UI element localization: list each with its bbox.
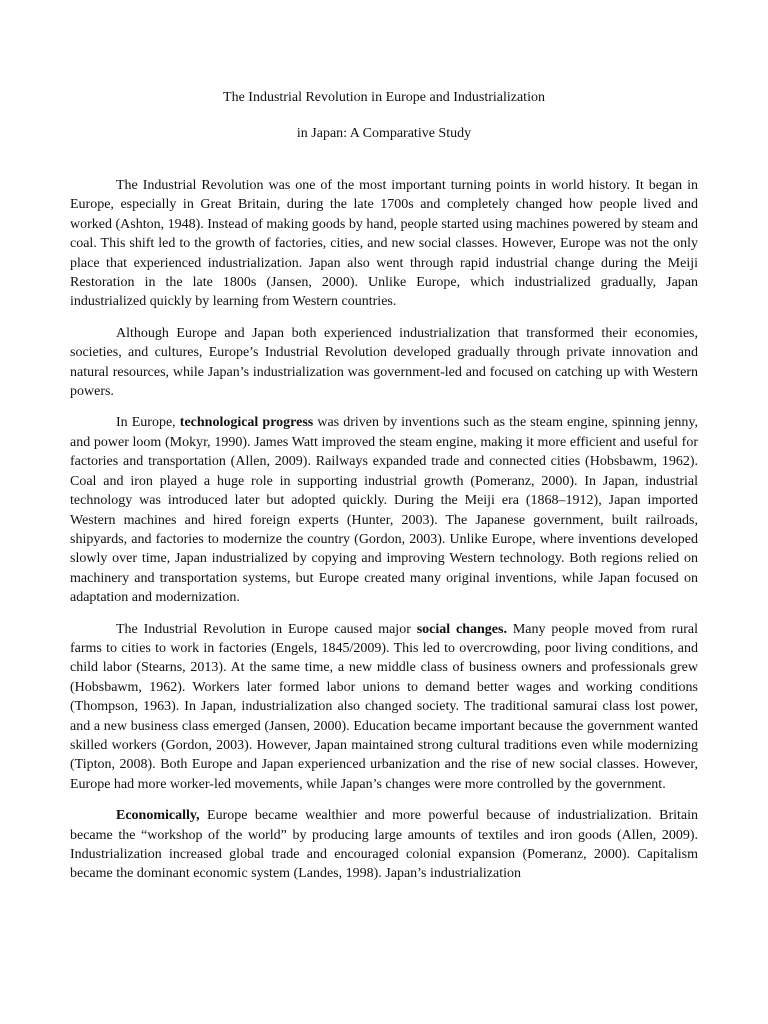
title-line-2: in Japan: A Comparative Study — [296, 126, 472, 141]
paragraph-economic — [70, 806, 698, 884]
paragraph-lead-in: The Industrial Revolution in Europe caused major — [116, 621, 417, 637]
paragraph-text: was driven by inventions such as the steam engine, spinning jenny, and power loom (Mokyr, 1990). James Watt improved the steam engine, making it more efficient and useful for factories and transportation (Allen, 2009). Railways expanded trade and connected cities (Hobsbawm, 1962). Coal and iron played a huge role in supporting industrial growth (Pomeranz, 2000). In Japan, industrial technology was introduced later but adopted quickly. During the Meiji era (1868–1912), Japan imported Western machines and hired foreign experts (Hunter, 2003). The Japanese government, built railroads, shipyards, and factories to modernize the country (Gordon, 2003). Unlike Europe, where inventions developed slowly over time, Japan industrialized by copying and improving Western technology. Both regions relied on machinery and transportation systems, but Europe created many original inventions, while Japan focused on adaptation and modernization. — [70, 415, 698, 606]
paragraph-text: Many people moved from rural farms to cities to work in factories (Engels, 1845/2009). This led to overcrowding, poor living conditions, and child labor (Stearns, 2013). At the same time, a new middle class of business owners and professionals grew (Hobsbawm, 1962). Workers later formed labor unions to demand better wages and working conditions (Thompson, 1963). In Japan, industrialization also changed society. The traditional samurai class lost power, and a new business class emerged (Jansen, 2000). Education became important because the government wanted skilled workers (Gordon, 2003). However, Japan maintained strong cultural traditions even while modernizing (Tipton, 2008). Both Europe and Japan experienced urbanization and the rise of new social classes. However, Europe had more worker-led movements, while Japan’s changes were more controlled by the government. — [70, 621, 698, 792]
paragraph-technology — [70, 413, 698, 607]
bold-phrase: Economically, — [116, 808, 200, 824]
paragraph-lead-in: In Europe, — [116, 415, 180, 431]
title-line-1: The Industrial Revolution in Europe and Industrialization — [223, 90, 545, 105]
bold-phrase: technological progress — [179, 415, 314, 431]
bold-phrase: social changes. — [416, 621, 507, 637]
paragraph-text: Europe became wealthier and more powerful because of industrialization. Britain became the “workshop of the world” by producing large amounts of textiles and iron goods (Allen, 2009). Industrialization increased global trade and encouraged colonial expansion (Pomeranz, 2000). Capitalism became the dominant economic system (Landes, 1998). Japan’s industrialization — [70, 808, 698, 882]
paragraph-social — [70, 620, 698, 795]
paragraph-text: Although Europe and Japan both experienced industrialization that transformed their economies, societies, and cultures, Europe’s Industrial Revolution developed gradually through private innovation and natural resources, while Japan’s industrialization was government-led and focused on catching up with Western powers. — [70, 325, 698, 400]
paragraph-introduction — [70, 176, 698, 312]
document-page — [70, 88, 698, 896]
paragraph-text: The Industrial Revolution was one of the most important turning points in world history. It began in Europe, especially in Great Britain, during the late 1700s and completely changed how people lived and worked (Ashton, 1948). Instead of making goods by hand, people started using machines powered by steam and coal. This shift led to the growth of factories, cities, and new social classes. However, Europe was not the only place that experienced industrialization. Japan also went through rapid industrial change during the Meiji Restoration in the late 1800s (Jansen, 2000). Unlike Europe, which industrialized gradually, Japan industrialized quickly by learning from Western countries. — [70, 178, 698, 310]
title-block — [70, 88, 698, 144]
paragraph-thesis — [70, 324, 698, 402]
